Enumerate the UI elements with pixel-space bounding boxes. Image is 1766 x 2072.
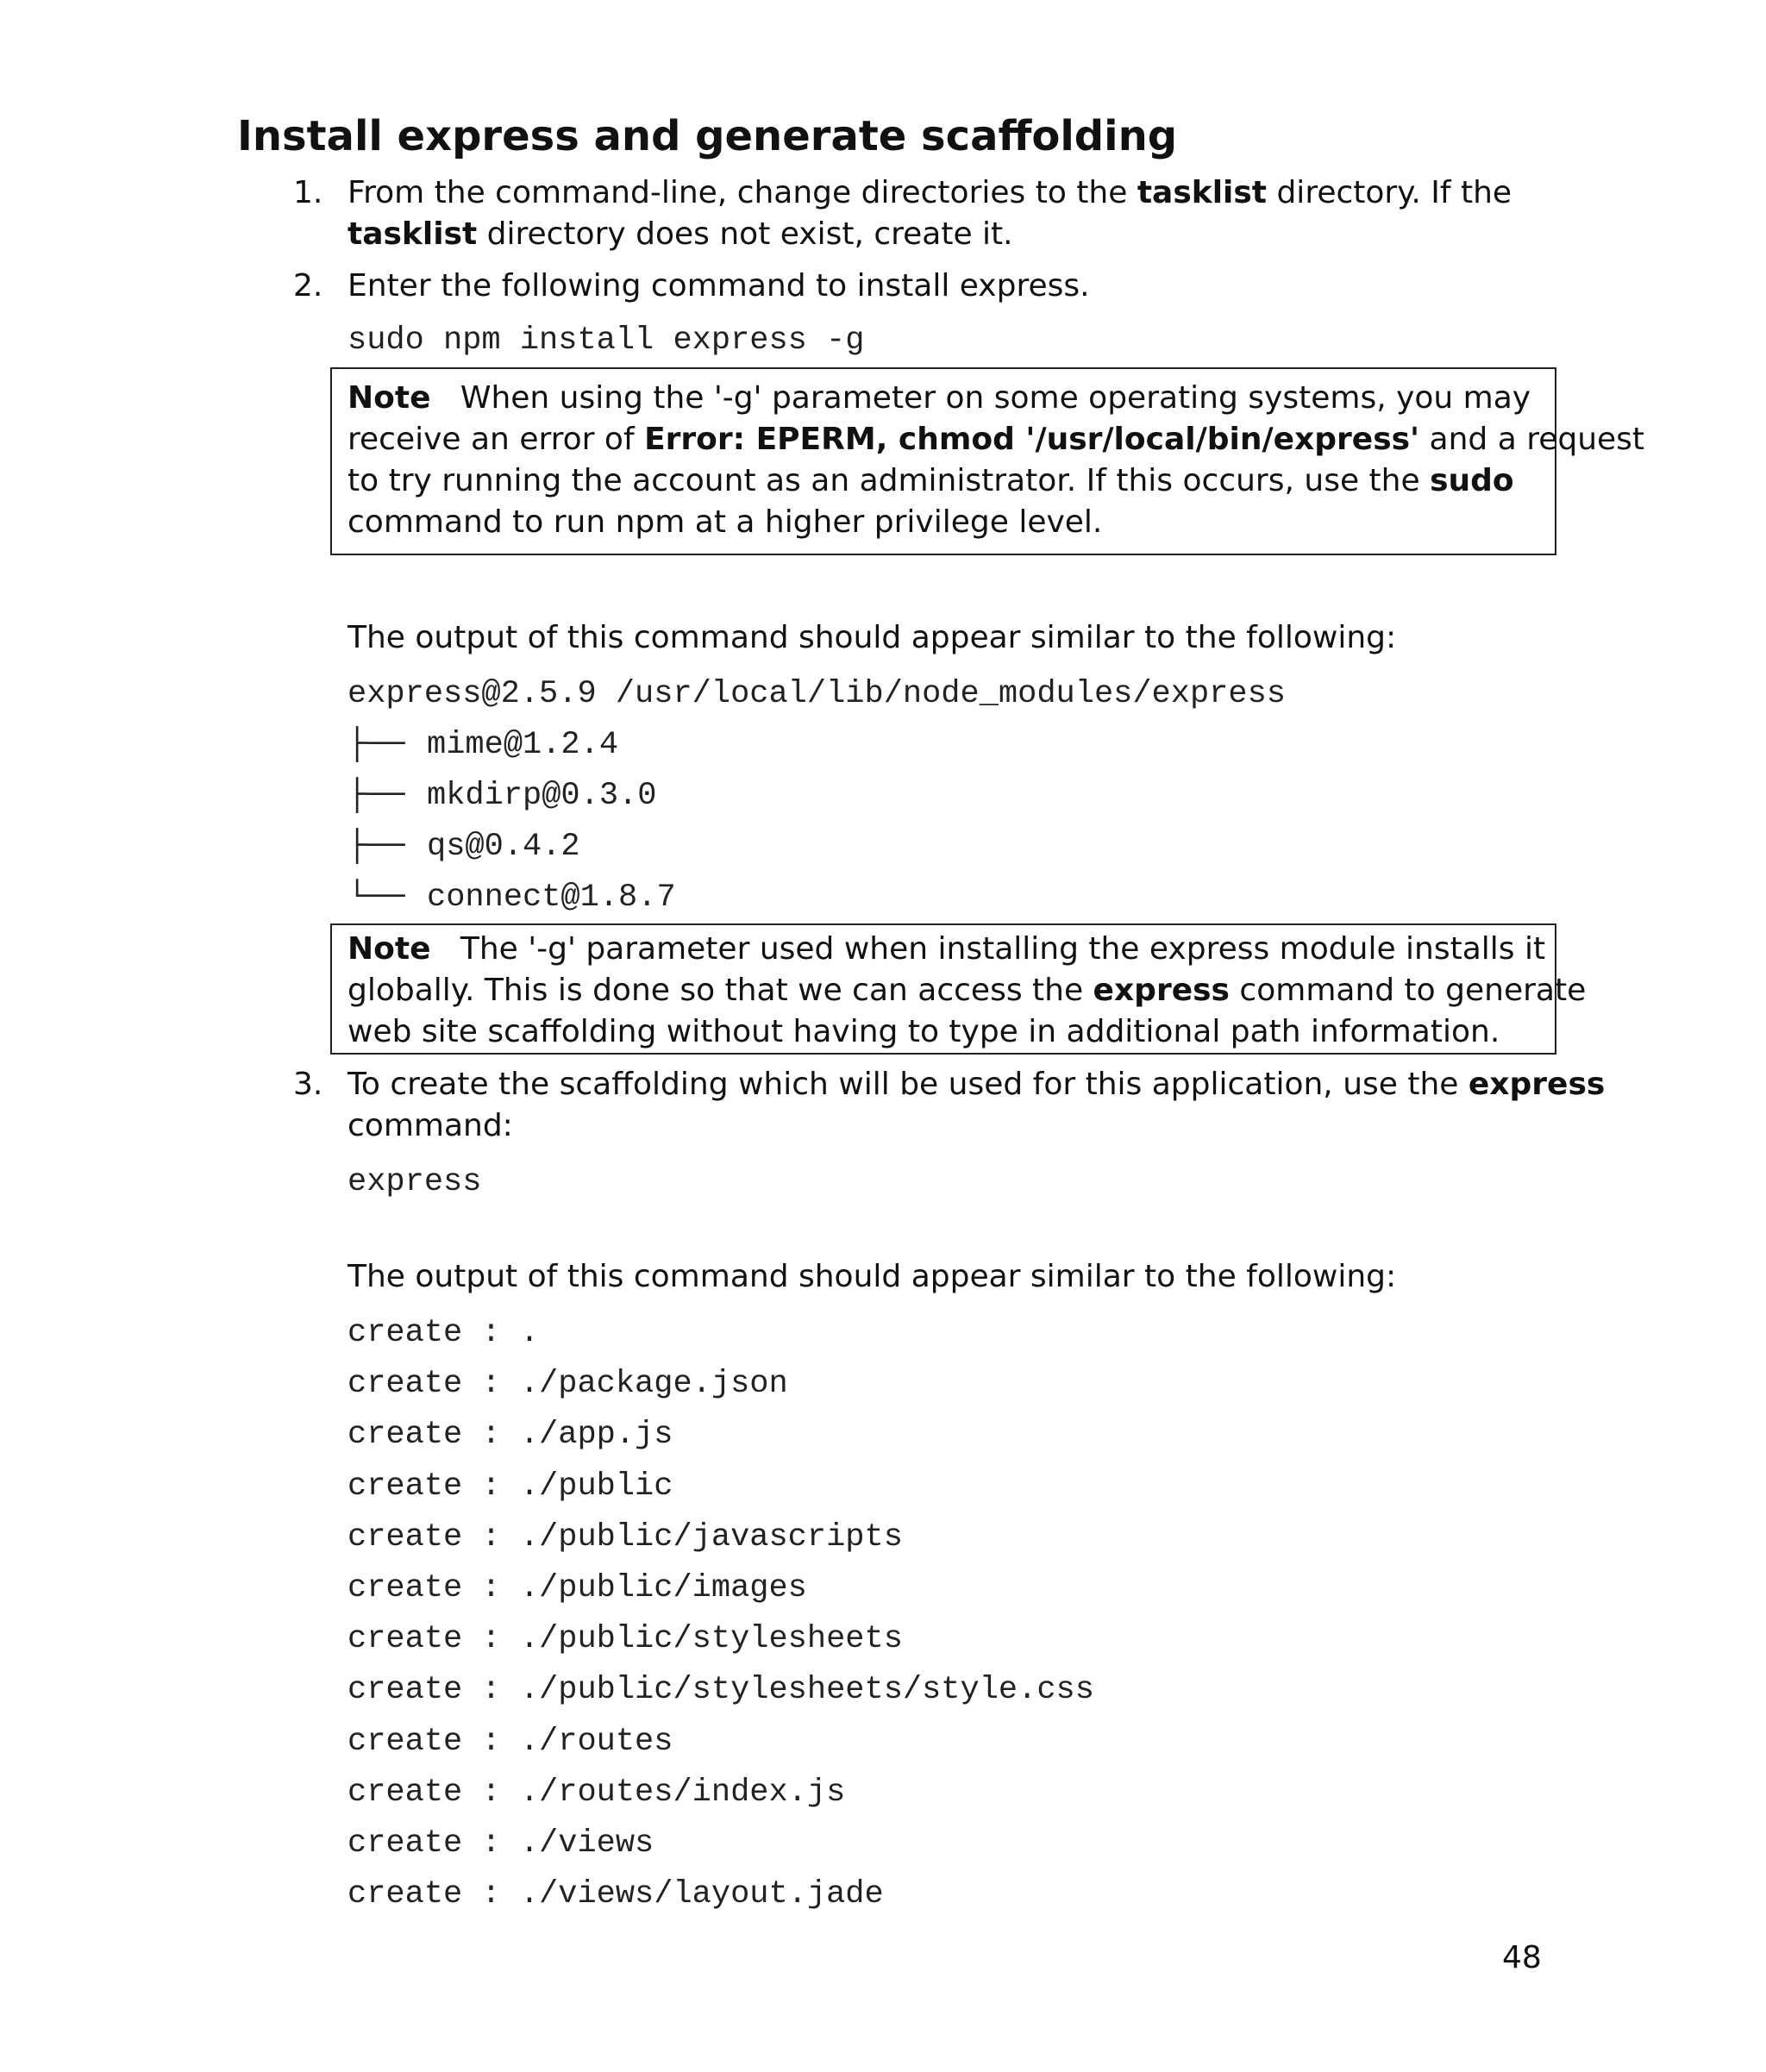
note-1-line-2: receive an error of Error: EPERM, chmod '/usr/local/bin/express' and a request	[348, 422, 1645, 457]
npm-output-root: express@2.5.9 /usr/local/lib/node_modules/express	[348, 676, 1286, 712]
npm-output-item: └── connect@1.8.7	[348, 880, 676, 916]
express-output-line: create : ./views	[348, 1825, 654, 1862]
install-command: sudo npm install express -g	[348, 322, 865, 359]
note-1-line-1: Note When using the '-g' parameter on some operating systems, you may	[348, 380, 1531, 416]
step-2-text: Enter the following command to install express.	[348, 268, 1090, 304]
note-2-line-1: Note The '-g' parameter used when installing the express module installs it	[348, 931, 1546, 967]
express-output-line: create : ./public/stylesheets	[348, 1621, 903, 1658]
express-command: express	[348, 1164, 482, 1200]
npm-output-item: ├── mkdirp@0.3.0	[348, 778, 657, 814]
express-output-line: create : ./routes	[348, 1723, 673, 1760]
note-box-eperm	[330, 367, 1645, 555]
step-1-number: 1.	[293, 175, 323, 210]
section-heading: Install express and generate scaffolding	[237, 112, 1178, 160]
express-output-line: create : ./public/stylesheets/style.css	[348, 1672, 1094, 1709]
note-2-line-2: globally. This is done so that we can access the express command to generate	[348, 973, 1587, 1008]
note-label: Note	[348, 931, 431, 967]
note-box-global	[330, 923, 1587, 1055]
step-3-line-2: command:	[348, 1108, 513, 1143]
step-3-number: 3.	[293, 1067, 323, 1102]
express-output-line: create : ./routes/index.js	[348, 1774, 846, 1811]
note-1-line-3: to try running the account as an administrator. If this occurs, use the sudo	[348, 463, 1514, 498]
step-2-number: 2.	[293, 268, 323, 304]
note-1-line-4: command to run npm at a higher privilege level.	[348, 504, 1103, 540]
express-output-line: create : ./public	[348, 1468, 673, 1505]
express-output-line: create : ./public/javascripts	[348, 1518, 903, 1556]
npm-output-item: ├── qs@0.4.2	[348, 829, 580, 865]
express-output-line: create : ./views/layout.jade	[348, 1876, 884, 1913]
note-label: Note	[348, 380, 431, 416]
step-1-line-1: From the command-line, change directories to the tasklist directory. If the	[348, 175, 1512, 210]
note-2-line-3: web site scaffolding without having to type in additional path information.	[348, 1014, 1500, 1049]
output-intro-express: The output of this command should appear similar to the following:	[348, 1259, 1397, 1294]
express-output-line: create : ./app.js	[348, 1417, 673, 1454]
npm-output-item: ├── mime@1.2.4	[348, 727, 619, 763]
output-intro-npm: The output of this command should appear similar to the following:	[348, 620, 1397, 655]
express-output-line: create : ./public/images	[348, 1570, 807, 1606]
step-1-line-2: tasklist directory does not exist, create it.	[348, 216, 1013, 252]
step-3-line-1: To create the scaffolding which will be used for this application, use the express	[348, 1067, 1606, 1102]
page-number: 48	[1502, 1940, 1542, 1975]
express-output-line: create : .	[348, 1315, 540, 1351]
express-output-line: create : ./package.json	[348, 1366, 788, 1403]
